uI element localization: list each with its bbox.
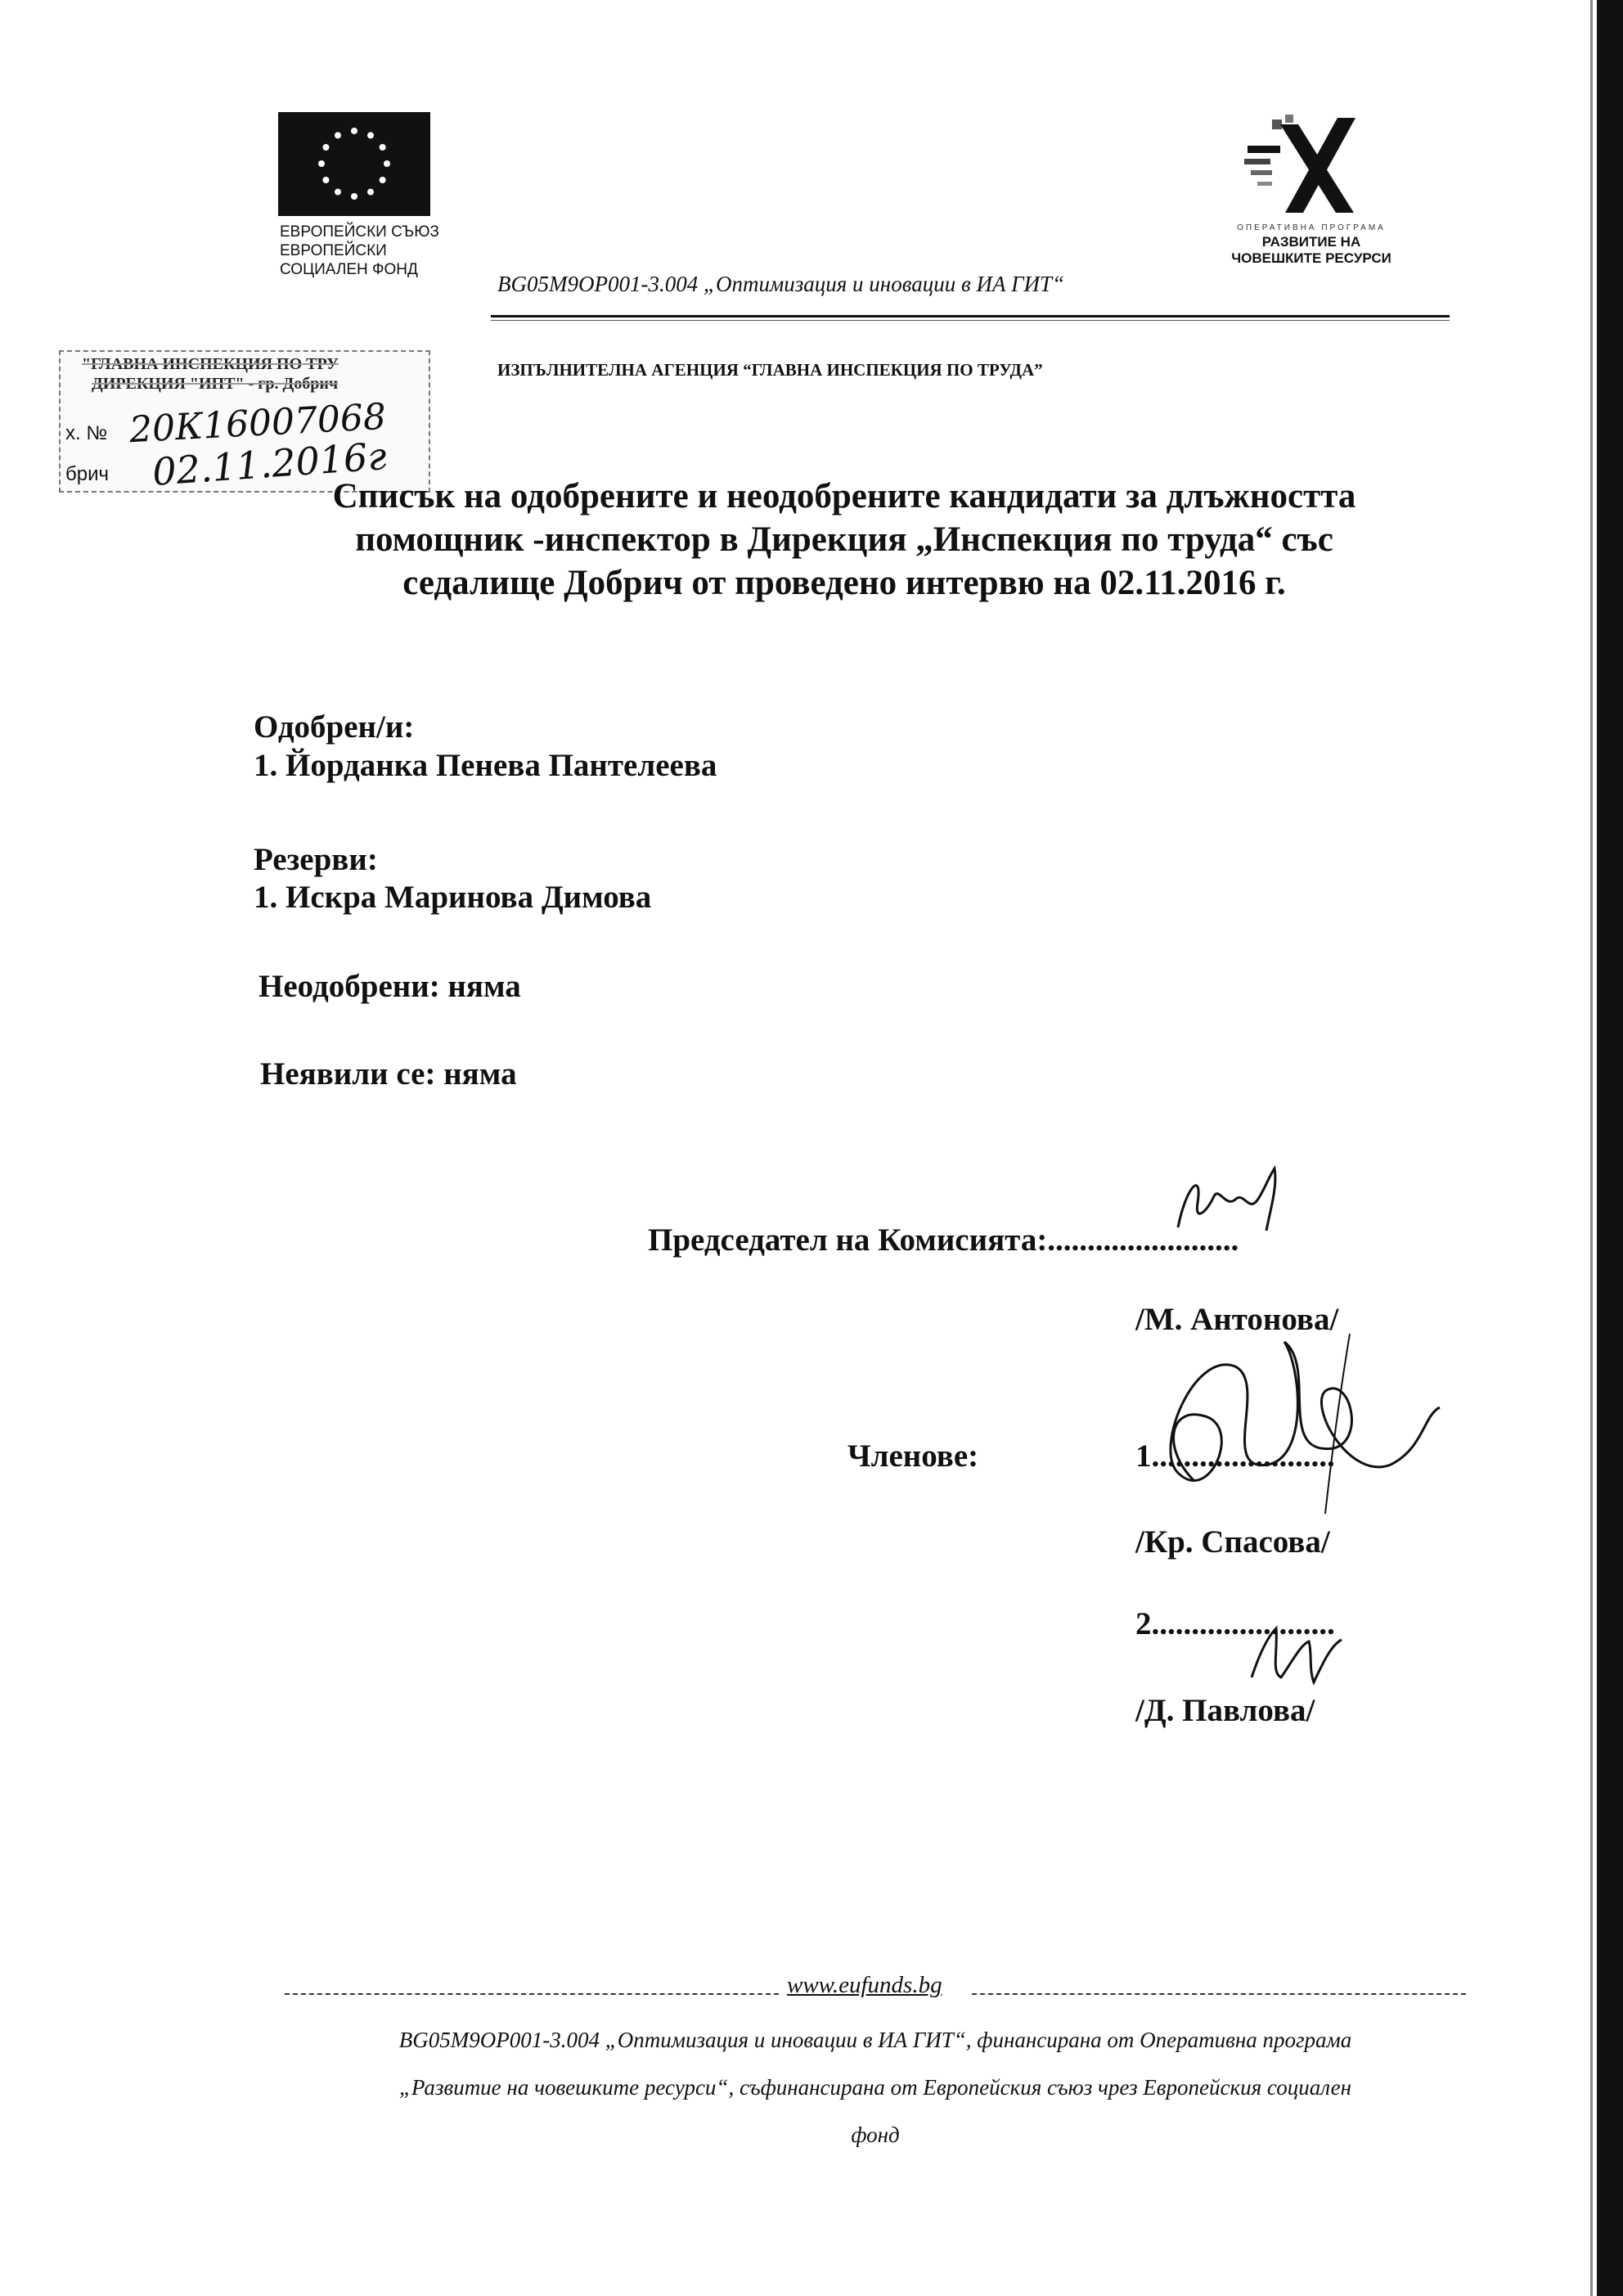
scan-edge-line	[1590, 0, 1593, 2296]
member-1-line: 1.......................	[1135, 1438, 1335, 1474]
agency-name: ИЗПЪЛНИТЕЛНА АГЕНЦИЯ “ГЛАВНА ИНСПЕКЦИЯ ПО ТРУДА”	[497, 360, 1043, 380]
stamp-city-label: брич	[65, 463, 110, 485]
member-1-signature-icon	[1145, 1317, 1456, 1522]
op-hrd-logo-icon	[1239, 113, 1370, 215]
reserves-heading: Резерви:	[254, 842, 378, 877]
footer-line: „Развитие на човешките ресурси“, съфинансирана от Европейския съюз чрез Европейския социален	[398, 2075, 1352, 2100]
title-line: помощник -инспектор в Дирекция „Инспекция по труда“ със	[355, 520, 1333, 559]
reserve-item: 1. Искра Маринова Димова	[254, 880, 652, 915]
stamp-line-1: "ГЛАВНА ИНСПЕКЦИЯ ПО ТРУ	[82, 355, 339, 373]
op-logo-line: ЧОВЕШКИТЕ РЕСУРСИ	[1231, 250, 1391, 266]
footer-link[interactable]: www.eufunds.bg	[787, 1972, 942, 1998]
eu-star-icon	[380, 144, 386, 151]
header-divider	[491, 315, 1450, 317]
op-logo-text	[1225, 234, 1397, 267]
eu-logo-text	[280, 223, 492, 279]
eu-star-icon	[380, 177, 386, 183]
approved-heading: Одобрен/и:	[254, 709, 415, 745]
footer-text	[270, 2016, 1481, 2159]
title-line: Списък на одобрените и неодобрените кандидати за длъжността	[332, 477, 1356, 515]
eu-logo-line: СОЦИАЛЕН ФОНД	[280, 261, 418, 278]
footer-line: фонд	[851, 2123, 900, 2147]
member-2-line: 2.......................	[1135, 1606, 1335, 1641]
footer-divider-left	[285, 1993, 779, 1995]
stamp-number-label: х. №	[65, 422, 108, 444]
stamp-number: 20К16007068	[128, 395, 388, 452]
rejected-line: Неодобрени: няма	[259, 969, 521, 1004]
eu-star-icon	[367, 132, 374, 138]
members-label: Членове:	[847, 1438, 979, 1474]
eu-logo-line: ЕВРОПЕЙСКИ СЪЮЗ	[280, 223, 439, 241]
footer-divider-right	[972, 1993, 1466, 1995]
footer-line: BG05M9OP001-3.004 „Оптимизация и иновации в ИА ГИТ“, финансирана от Оперативна програма	[398, 2028, 1352, 2052]
eu-star-icon	[322, 177, 329, 183]
op-logo-small-text: ОПЕРАТИВНА ПРОГРАМА	[1237, 223, 1386, 232]
scan-edge	[1597, 0, 1623, 2296]
eu-star-icon	[351, 128, 357, 134]
project-header: BG05M9OP001-3.004 „Оптимизация и иновации в ИА ГИТ“	[497, 272, 1065, 296]
eu-logo-line: ЕВРОПЕЙСКИ	[280, 242, 387, 259]
stamp-date: 02.11.2016г	[151, 434, 389, 494]
chair-name: /М. Антонова/	[1135, 1302, 1339, 1337]
approved-item: 1. Йорданка Пенева Пантелеева	[254, 748, 717, 783]
title-line: седалище Добрич от проведено интервю на 02.11.2016 г.	[402, 564, 1286, 602]
member-2-name: /Д. Павлова/	[1135, 1693, 1315, 1728]
eu-star-icon	[335, 189, 341, 196]
stamp-line-2: ДИРЕКЦИЯ "ИПТ" - гр. Добрич	[92, 375, 339, 393]
op-logo-line: РАЗВИТИЕ НА	[1261, 234, 1361, 250]
eu-flag-icon	[278, 112, 430, 216]
member-1-name: /Кр. Спасова/	[1135, 1524, 1330, 1560]
eu-star-icon	[322, 144, 329, 151]
chair-signature-icon	[1129, 1154, 1325, 1244]
eu-star-icon	[367, 189, 374, 196]
chair-label: Председател на Комисията:........................	[648, 1222, 1239, 1258]
eu-star-icon	[318, 160, 325, 167]
eu-star-icon	[335, 132, 341, 138]
member-2-signature-icon	[1227, 1604, 1358, 1694]
eu-star-icon	[351, 193, 357, 200]
document-title	[245, 475, 1443, 605]
absent-line: Неявили се: няма	[260, 1056, 517, 1092]
header-divider-thin	[491, 320, 1450, 321]
eu-star-icon	[384, 160, 390, 167]
